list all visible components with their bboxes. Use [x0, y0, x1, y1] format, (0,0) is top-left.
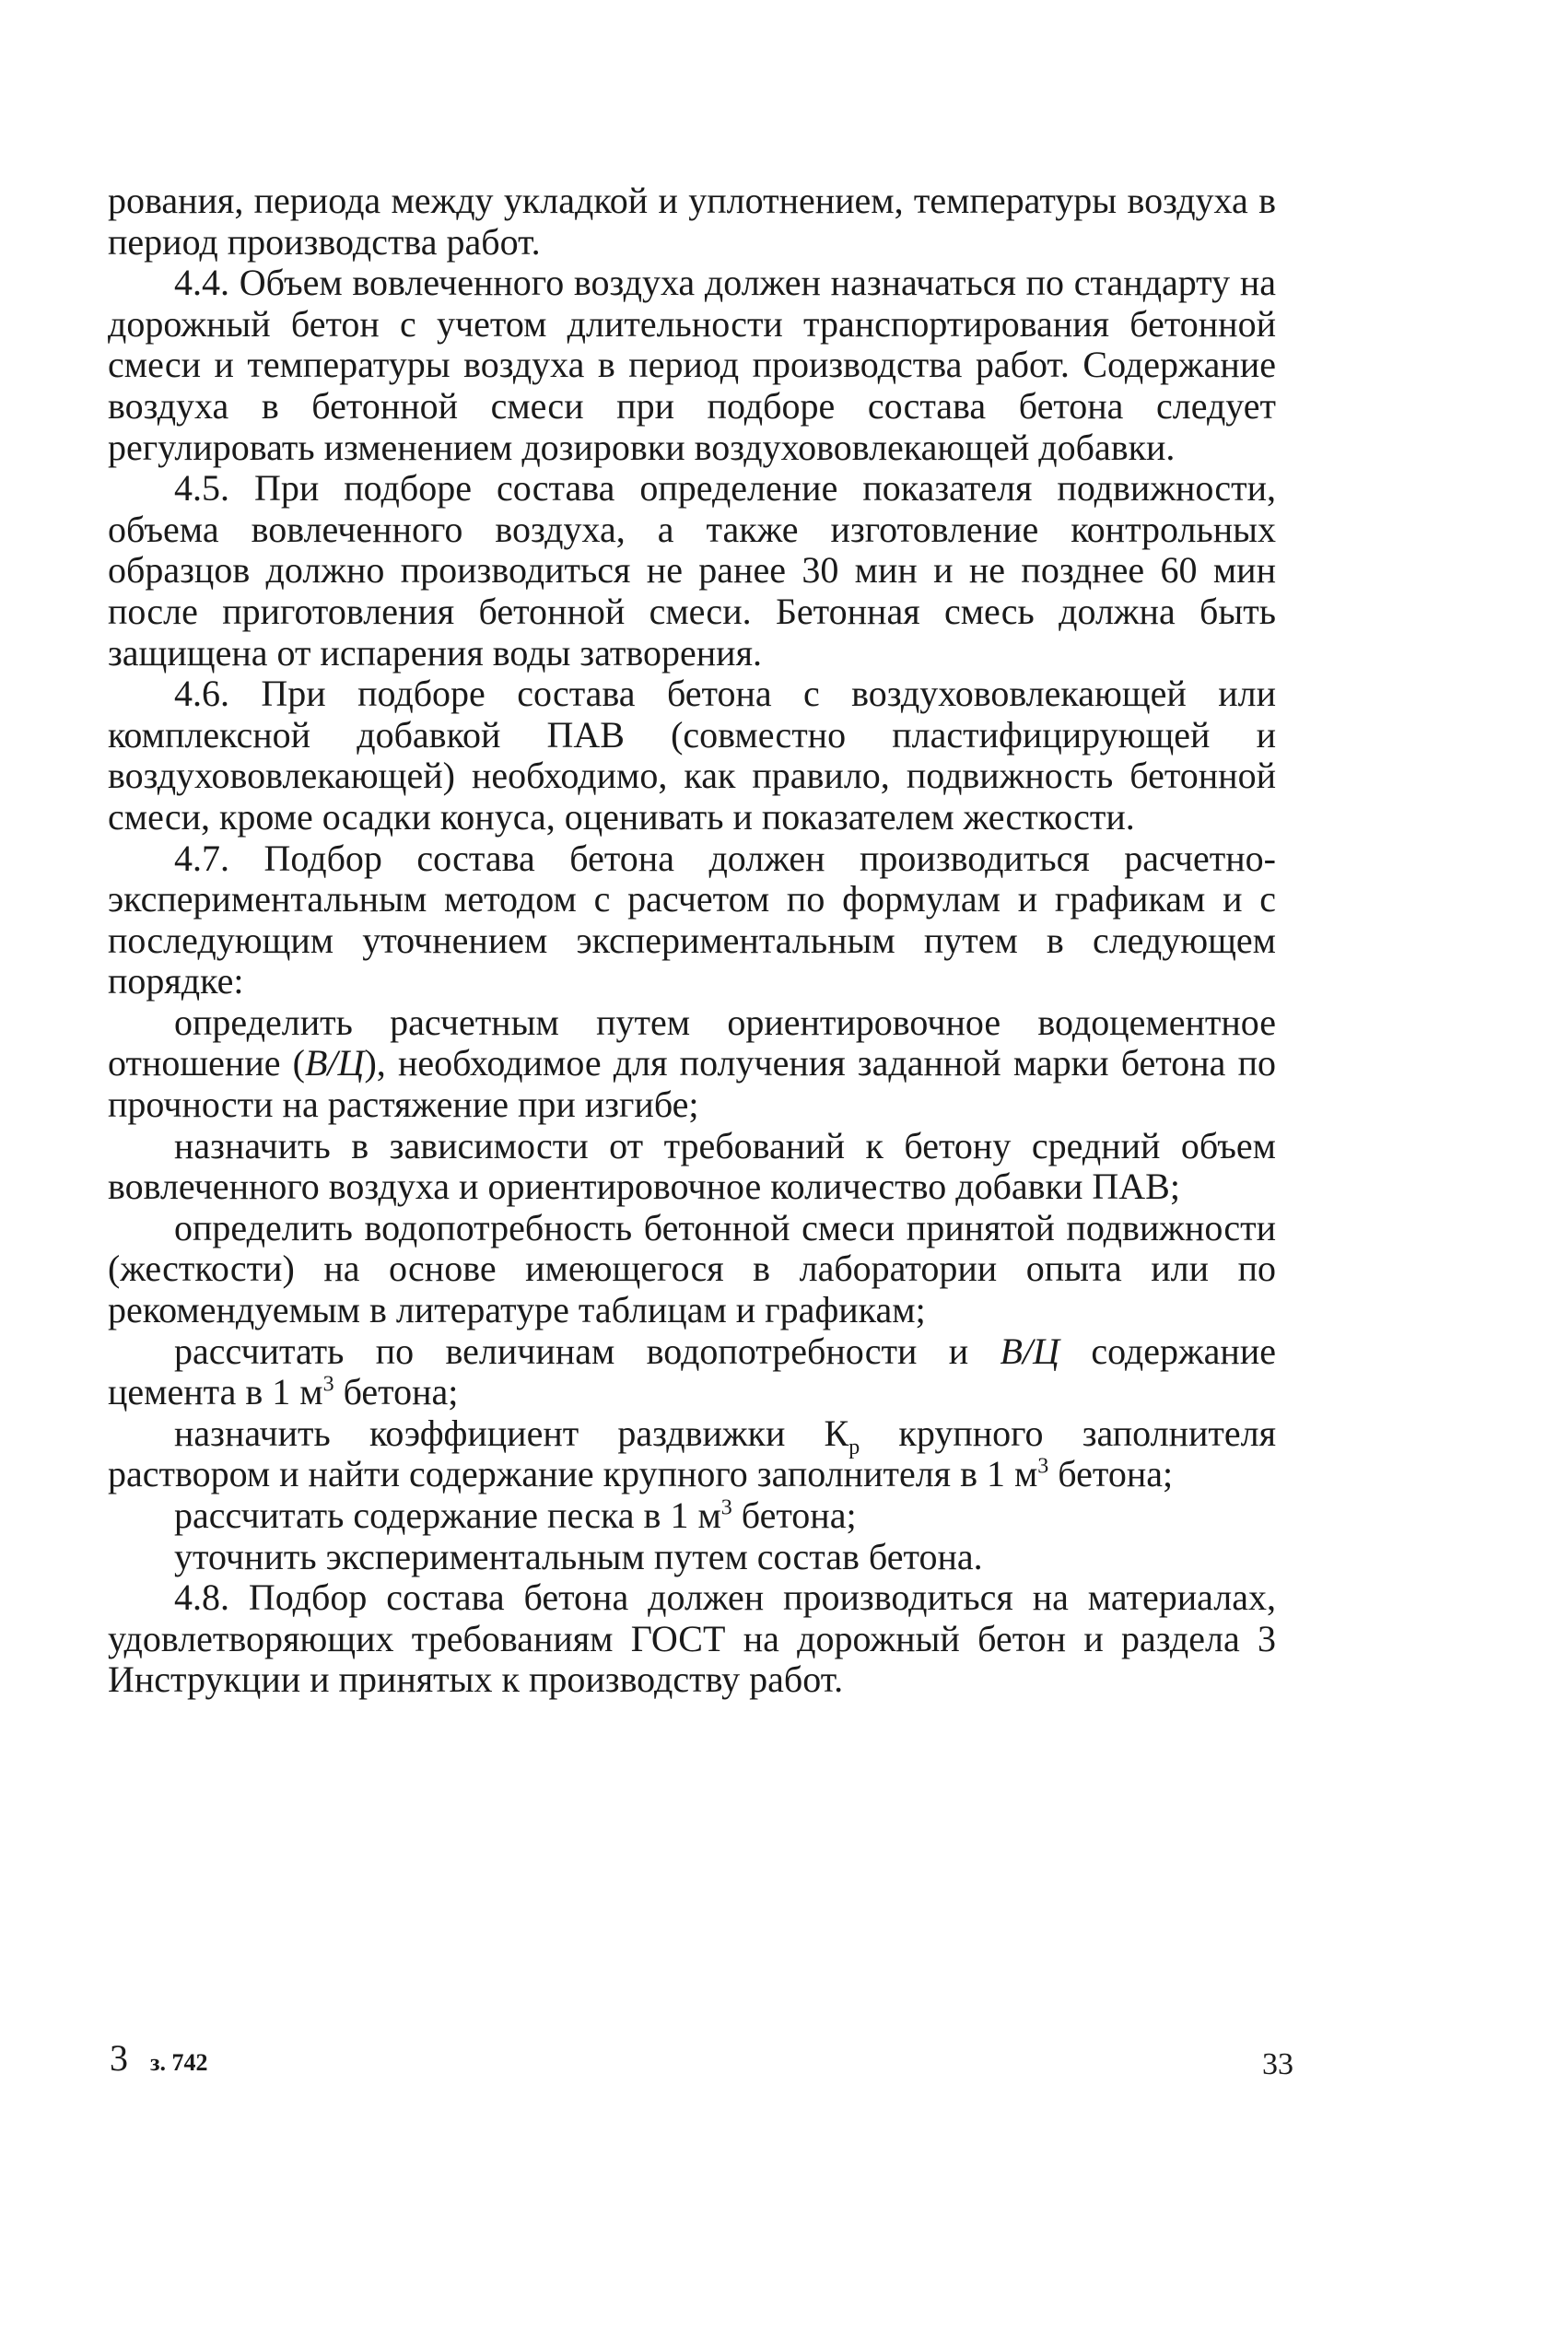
step-5-text-b: крупного заполнителя раствором и найти содержание крупного заполнителя в 1 м [108, 1412, 1276, 1495]
step-6-text-b: бетона; [731, 1494, 857, 1536]
step-4-text-b: содержание цемента в 1 м [108, 1330, 1276, 1413]
body-text [108, 181, 1276, 1701]
step-6-exponent: 3 [720, 1495, 732, 1520]
paragraph-continuation: рования, периода между укладкой и уплотнением, температуры воздуха в период производства работ. [108, 180, 1276, 263]
paragraph-4-6: 4.6. При подборе состава бетона с воздухововлекающей или комплексной добавкой ПАВ (совместно пластифицирующей и воздухововлекающей) необходимо, как правило, подвижность бетонной смеси, кроме осадки конуса, оценивать и показателем жесткости. [108, 673, 1276, 838]
step-4 [108, 1331, 1276, 1413]
paragraph-4-4: 4.4. Объем вовлеченного воздуха должен назначаться по стандарту на дорожный бетон с учетом длительности транспортирования бетонной смеси и температуры воздуха в период производства работ. Содержание воздуха в бетонной смеси при подборе состава бетона следует регулировать изменением дозировки воздухововлекающей добавки. [108, 262, 1276, 468]
step-3: определить водопотребность бетонной смеси принятой подвижности (жесткости) на основе имеющегося в лаборатории опыта или по рекомендуемым в литературе таблицам и графикам; [108, 1206, 1276, 1331]
paragraph-4-7: 4.7. Подбор состава бетона должен производиться расчетно-экспериментальным методом с расчетом по формулам и графикам и с последующим уточнением экспериментальным путем в следующем порядке: [108, 837, 1276, 1002]
step-5 [108, 1413, 1276, 1495]
print-order-number: з. 742 [150, 2049, 208, 2076]
step-6-text-a: рассчитать содержание песка в 1 м [174, 1494, 721, 1536]
step-1-text-a: определить расчетным путем ориентировочное водоцементное отношение ( [108, 1001, 1276, 1084]
step-4-text-a: рассчитать по величинам водопотребности и [174, 1330, 1000, 1372]
step-5-exponent: 3 [1037, 1455, 1049, 1480]
paragraph-4-8: 4.8. Подбор состава бетона должен производиться на материалах, удовлетворяющих требованиям ГОСТ на дорожный бетон и раздела 3 Инструкции и принятых к производству работ. [108, 1576, 1276, 1701]
step-5-text-c: бетона; [1048, 1453, 1174, 1495]
step-4-exponent: 3 [322, 1372, 334, 1397]
step-2: назначить в зависимости от требований к бетону средний объем вовлеченного воздуха и ориентировочное количество добавки ПАВ; [108, 1124, 1276, 1208]
step-5-text-a: назначить коэффициент раздвижки К [174, 1412, 849, 1454]
step-1 [108, 1002, 1276, 1126]
step-4-text-c: бетона; [333, 1371, 459, 1413]
page-number: 33 [1262, 2047, 1293, 2081]
step-6 [108, 1495, 1276, 1537]
page-footer [0, 2036, 1568, 2092]
step-4-formula: В/Ц [1000, 1330, 1059, 1372]
step-7: уточнить экспериментальным путем состав бетона. [174, 1535, 983, 1577]
step-1-formula: В/Ц [305, 1042, 365, 1084]
step-1-text-b: ), необходимое для получения заданной марки бетона по прочности на растяжение при изгибе; [108, 1042, 1276, 1126]
paragraph-4-5: 4.5. При подборе состава определение показателя подвижности, объема вовлеченного воздуха, а также изготовление контрольных образцов должно производиться не ранее 30 мин и не позднее 60 мин после приготовления бетонной смеси. Бетонная смесь должна быть защищена от испарения воды затворения. [108, 467, 1276, 674]
step-5-subscript: р [848, 1435, 860, 1459]
signature-mark: 3 [110, 2037, 128, 2079]
